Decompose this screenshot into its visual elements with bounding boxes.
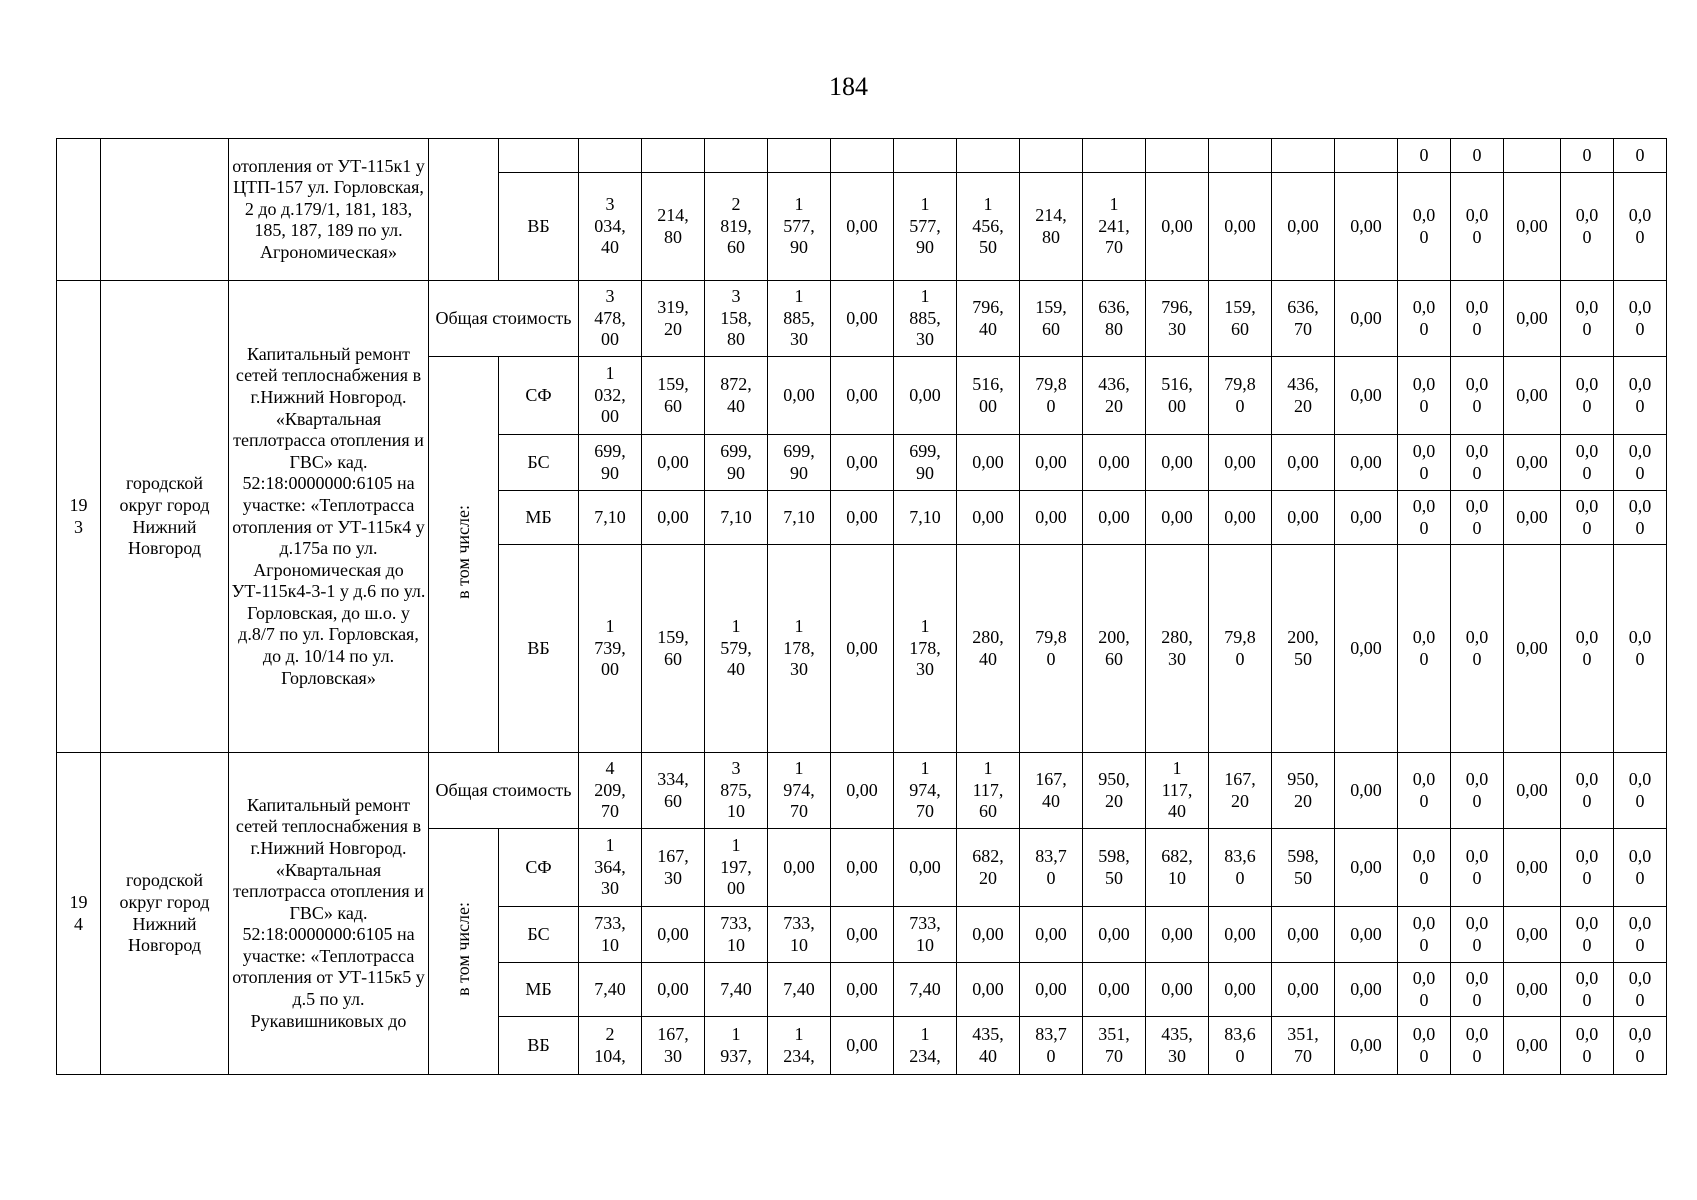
value-cell: 3 034, 40 <box>579 173 642 281</box>
value-cell: 0,00 <box>1146 491 1209 545</box>
source-label-cell: МБ <box>499 491 579 545</box>
value-cell: 0,0 0 <box>1451 545 1504 753</box>
value-cell: 0,0 0 <box>1451 491 1504 545</box>
value-cell: 0,0 0 <box>1614 545 1667 753</box>
value-cell: 159, 60 <box>1209 281 1272 357</box>
value-cell: 1 032, 00 <box>579 357 642 435</box>
value-cell: 0,0 0 <box>1614 907 1667 963</box>
value-cell: 0,00 <box>768 357 831 435</box>
value-cell: 0,0 0 <box>1398 829 1451 907</box>
value-cell: 0,00 <box>894 357 957 435</box>
value-cell: 0,0 0 <box>1398 963 1451 1017</box>
value-cell: 0,00 <box>831 963 894 1017</box>
value-cell: 0,00 <box>1020 435 1083 491</box>
value-cell: 0,0 0 <box>1614 435 1667 491</box>
value-cell: 280, 30 <box>1146 545 1209 753</box>
value-cell: 1 577, 90 <box>768 173 831 281</box>
value-cell: 950, 20 <box>1083 753 1146 829</box>
value-cell: 0,00 <box>1504 545 1561 753</box>
value-cell: 0,00 <box>1504 435 1561 491</box>
description-cell: отопления от УТ-115к1 у ЦТП-157 ул. Горловская, 2 до д.179/1, 181, 183, 185, 187, 189 по ул. Агрономическая» <box>229 139 429 281</box>
total-label-cell: Общая стоимость <box>429 281 579 357</box>
value-cell: 733, 10 <box>579 907 642 963</box>
value-cell: 699, 90 <box>579 435 642 491</box>
value-cell: 0,0 0 <box>1398 357 1451 435</box>
value-cell: 0,00 <box>1020 907 1083 963</box>
value-cell: 699, 90 <box>894 435 957 491</box>
value-cell: 7,40 <box>705 963 768 1017</box>
value-cell: 7,10 <box>894 491 957 545</box>
value-cell: 0,0 0 <box>1561 1017 1614 1075</box>
value-cell: 0,0 0 <box>1451 829 1504 907</box>
table-row <box>57 281 1667 357</box>
value-cell: 0,0 0 <box>1561 753 1614 829</box>
value-cell: 0,00 <box>642 491 705 545</box>
value-cell: 0,0 0 <box>1614 281 1667 357</box>
value-cell: 0,00 <box>831 357 894 435</box>
value-cell: 0,00 <box>1504 1017 1561 1075</box>
value-cell: 83,6 0 <box>1209 1017 1272 1075</box>
value-cell: 7,40 <box>768 963 831 1017</box>
value-cell: 598, 50 <box>1083 829 1146 907</box>
value-cell: 3 158, 80 <box>705 281 768 357</box>
value-cell: 733, 10 <box>768 907 831 963</box>
value-cell: 0,0 0 <box>1451 1017 1504 1075</box>
value-cell: 0,00 <box>1335 1017 1398 1075</box>
value-cell: 0,0 0 <box>1561 545 1614 753</box>
value-cell: 214, 80 <box>1020 173 1083 281</box>
value-cell: 0,00 <box>1272 435 1335 491</box>
value-cell: 0,00 <box>1020 491 1083 545</box>
value-cell: 0,00 <box>1335 281 1398 357</box>
value-cell: 733, 10 <box>894 907 957 963</box>
row-number-cell: 19 3 <box>57 281 101 753</box>
municipality-cell: городской округ город Нижний Новгород <box>101 753 229 1075</box>
value-cell: 0,0 0 <box>1451 435 1504 491</box>
value-cell: 0,00 <box>1504 963 1561 1017</box>
value-cell: 0,00 <box>831 753 894 829</box>
value-cell: 0,0 0 <box>1398 907 1451 963</box>
value-cell: 0,0 0 <box>1614 829 1667 907</box>
value-cell: 0,00 <box>1335 829 1398 907</box>
value-cell: 0,0 0 <box>1451 907 1504 963</box>
value-cell: 79,8 0 <box>1209 357 1272 435</box>
value-cell: 0,0 0 <box>1398 281 1451 357</box>
value-cell: 159, 60 <box>1020 281 1083 357</box>
value-cell: 0,0 0 <box>1561 357 1614 435</box>
value-cell: 0,00 <box>1020 963 1083 1017</box>
value-cell: 1 937, <box>705 1017 768 1075</box>
table-row <box>57 753 1667 829</box>
value-cell: 79,8 0 <box>1209 545 1272 753</box>
value-cell: 0,00 <box>1335 173 1398 281</box>
value-cell: 0,0 0 <box>1398 545 1451 753</box>
value-cell <box>1504 139 1561 173</box>
empty-cell <box>1146 139 1209 173</box>
value-cell: 200, 60 <box>1083 545 1146 753</box>
empty-cell <box>579 139 642 173</box>
value-cell: 0,00 <box>1209 491 1272 545</box>
value-cell: 0,00 <box>642 435 705 491</box>
value-cell: 636, 70 <box>1272 281 1335 357</box>
value-cell: 7,10 <box>705 491 768 545</box>
value-cell: 1 178, 30 <box>894 545 957 753</box>
value-cell: 0,0 0 <box>1398 1017 1451 1075</box>
value-cell: 159, 60 <box>642 357 705 435</box>
value-cell: 0,00 <box>1504 357 1561 435</box>
source-label-cell: СФ <box>499 357 579 435</box>
value-cell: 0 <box>1614 139 1667 173</box>
value-cell: 0,00 <box>1504 173 1561 281</box>
value-cell: 0,00 <box>1209 435 1272 491</box>
value-cell: 1 117, 60 <box>957 753 1020 829</box>
value-cell: 0,0 0 <box>1561 173 1614 281</box>
value-cell: 699, 90 <box>705 435 768 491</box>
value-cell: 1 234, <box>894 1017 957 1075</box>
empty-cell <box>957 139 1020 173</box>
value-cell: 0,0 0 <box>1561 829 1614 907</box>
value-cell: 1 974, 70 <box>894 753 957 829</box>
source-label-cell: БС <box>499 907 579 963</box>
value-cell: 872, 40 <box>705 357 768 435</box>
value-cell: 682, 10 <box>1146 829 1209 907</box>
value-cell: 0,0 0 <box>1614 357 1667 435</box>
value-cell: 280, 40 <box>957 545 1020 753</box>
value-cell: 79,8 0 <box>1020 545 1083 753</box>
value-cell: 167, 30 <box>642 829 705 907</box>
value-cell: 79,8 0 <box>1020 357 1083 435</box>
value-cell: 0,00 <box>1083 491 1146 545</box>
description-cell: Капитальный ремонт сетей теплоснабжения в г.Нижний Новгород. «Квартальная теплотрасса отопления и ГВС» кад. 52:18:0000000:6105 на участке: «Теплотрасса отопления от УТ-115к4 у д.175а по ул. Агрономическая до УТ-115к4-3-1 у д.6 по ул. Горловская, до ш.о. у д.8/7 по ул. Горловская, до д. 10/14 по ул. Горловская» <box>229 281 429 753</box>
value-cell: 0,0 0 <box>1398 435 1451 491</box>
value-cell: 1 974, 70 <box>768 753 831 829</box>
empty-cell <box>1083 139 1146 173</box>
value-cell: 0,00 <box>1335 907 1398 963</box>
value-cell: 0,00 <box>831 491 894 545</box>
total-label-cell: Общая стоимость <box>429 753 579 829</box>
value-cell: 0,00 <box>831 829 894 907</box>
value-cell: 7,10 <box>579 491 642 545</box>
value-cell: 0,00 <box>1504 753 1561 829</box>
incl-label-cell <box>429 357 499 753</box>
value-cell: 1 117, 40 <box>1146 753 1209 829</box>
value-cell: 1 577, 90 <box>894 173 957 281</box>
value-cell: 0,00 <box>1209 173 1272 281</box>
value-cell: 0,00 <box>1083 907 1146 963</box>
value-cell: 83,7 0 <box>1020 1017 1083 1075</box>
value-cell: 0,00 <box>1272 491 1335 545</box>
value-cell: 0,0 0 <box>1561 435 1614 491</box>
municipality-cell <box>101 139 229 281</box>
incl-label: в том числе: <box>452 504 473 599</box>
value-cell: 3 478, 00 <box>579 281 642 357</box>
value-cell: 699, 90 <box>768 435 831 491</box>
value-cell: 214, 80 <box>642 173 705 281</box>
description-cell: Капитальный ремонт сетей теплоснабжения в г.Нижний Новгород. «Квартальная теплотрасса отопления и ГВС» кад. 52:18:0000000:6105 на участке: «Теплотрасса отопления от УТ-115к5 у д.5 по ул. Рукавишниковых до <box>229 753 429 1075</box>
source-label-cell: ВБ <box>499 545 579 753</box>
value-cell: 1 197, 00 <box>705 829 768 907</box>
empty-cell <box>499 139 579 173</box>
value-cell: 0,0 0 <box>1561 491 1614 545</box>
value-cell: 0,00 <box>1272 963 1335 1017</box>
value-cell: 3 875, 10 <box>705 753 768 829</box>
empty-cell <box>768 139 831 173</box>
value-cell: 0,00 <box>1146 435 1209 491</box>
value-cell: 0,0 0 <box>1451 173 1504 281</box>
value-cell: 950, 20 <box>1272 753 1335 829</box>
value-cell: 0,00 <box>957 907 1020 963</box>
empty-cell <box>642 139 705 173</box>
value-cell: 0,00 <box>894 829 957 907</box>
value-cell: 0,0 0 <box>1614 491 1667 545</box>
value-cell: 0,00 <box>1209 907 1272 963</box>
value-cell: 7,10 <box>768 491 831 545</box>
empty-cell <box>1335 139 1398 173</box>
value-cell: 0,0 0 <box>1451 281 1504 357</box>
empty-cell <box>894 139 957 173</box>
value-cell: 2 819, 60 <box>705 173 768 281</box>
value-cell: 636, 80 <box>1083 281 1146 357</box>
value-cell: 796, 30 <box>1146 281 1209 357</box>
value-cell: 0,00 <box>1083 435 1146 491</box>
value-cell: 167, 20 <box>1209 753 1272 829</box>
value-cell: 0,00 <box>1146 907 1209 963</box>
value-cell: 0,00 <box>831 545 894 753</box>
table-row <box>57 139 1667 173</box>
empty-cell <box>1209 139 1272 173</box>
value-cell: 167, 30 <box>642 1017 705 1075</box>
value-cell: 0,0 0 <box>1561 907 1614 963</box>
value-cell: 0,00 <box>831 281 894 357</box>
value-cell: 0,0 0 <box>1398 491 1451 545</box>
value-cell: 0,00 <box>1335 357 1398 435</box>
value-cell: 83,7 0 <box>1020 829 1083 907</box>
value-cell: 0,00 <box>1083 963 1146 1017</box>
value-cell: 200, 50 <box>1272 545 1335 753</box>
value-cell: 0,00 <box>1209 963 1272 1017</box>
value-cell: 1 456, 50 <box>957 173 1020 281</box>
value-cell: 516, 00 <box>1146 357 1209 435</box>
value-cell: 0,00 <box>642 907 705 963</box>
value-cell: 159, 60 <box>642 545 705 753</box>
value-cell: 0,0 0 <box>1451 357 1504 435</box>
value-cell: 0 <box>1451 139 1504 173</box>
value-cell: 0,00 <box>1146 173 1209 281</box>
empty-cell <box>831 139 894 173</box>
value-cell: 4 209, 70 <box>579 753 642 829</box>
value-cell: 0,0 0 <box>1614 1017 1667 1075</box>
value-cell: 167, 40 <box>1020 753 1083 829</box>
value-cell: 1 885, 30 <box>894 281 957 357</box>
value-cell: 598, 50 <box>1272 829 1335 907</box>
value-cell: 0,0 0 <box>1614 963 1667 1017</box>
page-number: 184 <box>829 72 868 101</box>
value-cell: 0,0 0 <box>1614 173 1667 281</box>
source-label-cell: СФ <box>499 829 579 907</box>
value-cell: 0,00 <box>831 173 894 281</box>
empty-cell <box>705 139 768 173</box>
incl-label-cell <box>429 829 499 1075</box>
value-cell: 0,00 <box>642 963 705 1017</box>
source-label-cell: БС <box>499 435 579 491</box>
value-cell: 0,00 <box>1335 435 1398 491</box>
empty-cell <box>1020 139 1083 173</box>
value-cell: 0,0 0 <box>1451 963 1504 1017</box>
value-cell: 1 234, <box>768 1017 831 1075</box>
value-cell: 0,0 0 <box>1398 173 1451 281</box>
value-cell: 0,00 <box>1504 907 1561 963</box>
value-cell: 0,00 <box>1335 545 1398 753</box>
value-cell: 436, 20 <box>1083 357 1146 435</box>
source-label-cell: ВБ <box>499 1017 579 1075</box>
value-cell: 0,0 0 <box>1398 753 1451 829</box>
value-cell: 0,00 <box>768 829 831 907</box>
incl-label: в том числе: <box>452 901 473 996</box>
value-cell: 7,40 <box>579 963 642 1017</box>
value-cell: 0,0 0 <box>1561 281 1614 357</box>
row-number-cell <box>57 139 101 281</box>
row-number-cell: 19 4 <box>57 753 101 1075</box>
value-cell: 83,6 0 <box>1209 829 1272 907</box>
value-cell: 0,00 <box>1504 829 1561 907</box>
value-cell: 1 739, 00 <box>579 545 642 753</box>
value-cell: 682, 20 <box>957 829 1020 907</box>
value-cell: 1 241, 70 <box>1083 173 1146 281</box>
incl-label-cell <box>429 139 499 281</box>
value-cell: 0,0 0 <box>1561 963 1614 1017</box>
source-label-cell: МБ <box>499 963 579 1017</box>
value-cell: 0,00 <box>831 907 894 963</box>
value-cell: 516, 00 <box>957 357 1020 435</box>
value-cell: 0,00 <box>957 491 1020 545</box>
value-cell: 0,0 0 <box>1614 753 1667 829</box>
value-cell: 0,00 <box>831 435 894 491</box>
value-cell: 0,00 <box>1335 491 1398 545</box>
value-cell: 1 885, 30 <box>768 281 831 357</box>
budget-table <box>56 138 1667 1075</box>
value-cell: 0 <box>1561 139 1614 173</box>
value-cell: 0,00 <box>1335 963 1398 1017</box>
value-cell: 435, 30 <box>1146 1017 1209 1075</box>
value-cell: 7,40 <box>894 963 957 1017</box>
value-cell: 436, 20 <box>1272 357 1335 435</box>
value-cell: 0,00 <box>1504 281 1561 357</box>
value-cell: 0,00 <box>1146 963 1209 1017</box>
value-cell: 351, 70 <box>1083 1017 1146 1075</box>
value-cell: 796, 40 <box>957 281 1020 357</box>
value-cell: 0,00 <box>957 963 1020 1017</box>
value-cell: 351, 70 <box>1272 1017 1335 1075</box>
value-cell: 0,00 <box>1335 753 1398 829</box>
value-cell: 2 104, <box>579 1017 642 1075</box>
municipality-cell: городской округ город Нижний Новгород <box>101 281 229 753</box>
value-cell: 0,00 <box>1272 173 1335 281</box>
value-cell: 0,0 0 <box>1451 753 1504 829</box>
value-cell: 435, 40 <box>957 1017 1020 1075</box>
value-cell: 733, 10 <box>705 907 768 963</box>
value-cell: 0,00 <box>1272 907 1335 963</box>
value-cell: 0,00 <box>1504 491 1561 545</box>
value-cell: 1 579, 40 <box>705 545 768 753</box>
value-cell: 1 364, 30 <box>579 829 642 907</box>
empty-cell <box>1272 139 1335 173</box>
value-cell: 0,00 <box>957 435 1020 491</box>
value-cell: 0 <box>1398 139 1451 173</box>
value-cell: 0,00 <box>831 1017 894 1075</box>
value-cell: 319, 20 <box>642 281 705 357</box>
value-cell: 1 178, 30 <box>768 545 831 753</box>
value-cell: 334, 60 <box>642 753 705 829</box>
source-label-cell: ВБ <box>499 173 579 281</box>
